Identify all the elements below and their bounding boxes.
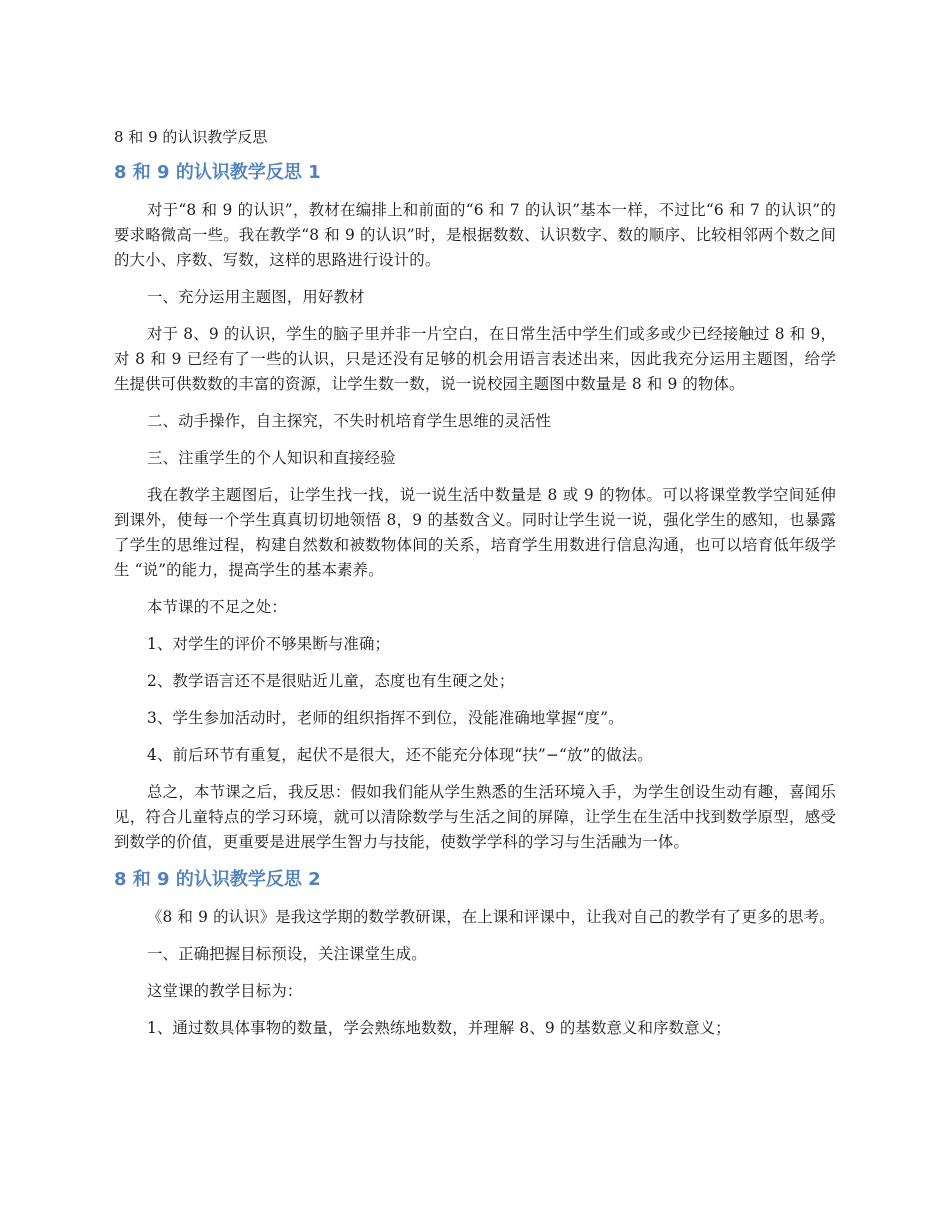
document-title: 8 和 9 的认识教学反思 <box>114 128 268 146</box>
paragraph: 二、动手操作，自主探究，不失时机培育学生思维的灵活性 <box>147 412 552 430</box>
paragraph: 《8 和 9 的认识》是我这学期的数学教研课，在上课和评课中，让我对自己的教学有了更多的思考。 <box>147 908 835 926</box>
paragraph: 总之，本节课之后，我反思：假如我们能从学生熟悉的生活环境入手，为学生创设生动有趣，喜闻乐见，符合儿童特点的学习环境，就可以清除数学与生活之间的屏障，让学生在生活中找到数学原型，感受到数学的价值，更重要是进展学生智力与技能，使数学学科的学习与生活融为一体。 <box>114 783 836 851</box>
paragraph: 一、充分运用主题图，用好教材 <box>147 288 365 306</box>
paragraph: 本节课的不足之处： <box>147 598 287 616</box>
paragraph: 一、正确把握目标预设，关注课堂生成。 <box>147 945 427 963</box>
paragraph: 三、注重学生的个人知识和直接经验 <box>147 449 396 467</box>
paragraph: 对于 8、9 的认识，学生的脑子里并非一片空白，在日常生活中学生们或多或少已经接触过 8 和 9，对 8 和 9 已经有了一些的认识，只是还没有足够的机会用语言表述出来，因此我充分运用主题图，给学生提供可供数数的丰富的资源，让学生数一数，说一说校园主题图中数量是 8 和 9 的物体。 <box>114 325 836 393</box>
list-item: 1、对学生的评价不够果断与准确； <box>147 635 391 653</box>
section-2-heading: 8 和 9 的认识教学反思 2 <box>114 869 321 890</box>
paragraph: 这堂课的教学目标为： <box>147 982 303 1000</box>
document-page <box>114 126 836 1053</box>
list-item: 2、教学语言还不是很贴近儿童，态度也有生硬之处； <box>147 672 515 690</box>
paragraph: 我在教学主题图后，让学生找一找，说一说生活中数量是 8 或 9 的物体。可以将课堂教学空间延伸到课外，使每一个学生真真切切地领悟 8，9 的基数含义。同时让学生说一说，强化学生的感知，也暴露了学生的思维过程，构建自然数和被数物体间的关系，培育学生用数进行信息沟通，也可以培育低年级学生 “说”的能力，提高学生的基本素养。 <box>114 486 836 579</box>
list-item: 1、通过数具体事物的数量，学会熟练地数数，并理解 8、9 的基数意义和序数意义； <box>147 1019 731 1037</box>
list-item: 3、学生参加活动时，老师的组织指挥不到位，没能准确地掌握“度”。 <box>147 709 624 727</box>
section-1 <box>114 160 836 855</box>
paragraph: 对于“8 和 9 的认识”，教材在编排上和前面的“6 和 7 的认识”基本一样，不过比“6 和 7 的认识”的要求略微高一些。我在教学“8 和 9 的认识”时，是根据数数、认识数字、数的顺序、比较相邻两个数之间的大小、序数、写数，这样的思路进行设计的。 <box>114 201 836 269</box>
list-item: 4、前后环节有重复，起伏不是很大，还不能充分体现“扶”−“放”的做法。 <box>147 746 653 764</box>
section-1-heading: 8 和 9 的认识教学反思 1 <box>114 162 321 183</box>
section-2 <box>114 867 836 1041</box>
